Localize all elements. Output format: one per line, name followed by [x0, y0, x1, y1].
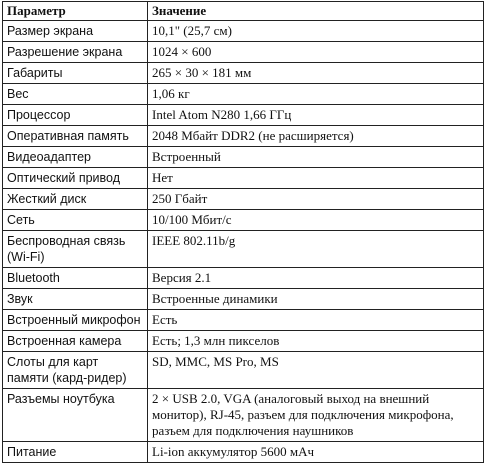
value-cell: 2 × USB 2.0, VGA (аналоговый выход на внешний монитор), RJ-45, разъем для подключения микрофона, разъем для подключения наушников [148, 389, 484, 442]
table-row [3, 289, 484, 310]
value-cell: Есть [148, 310, 484, 331]
table-row [3, 389, 484, 442]
value-cell: 265 × 30 × 181 мм [148, 63, 484, 84]
value-cell: 250 Гбайт [148, 189, 484, 210]
param-cell: Процессор [3, 105, 148, 126]
value-cell: 1,06 кг [148, 84, 484, 105]
table-row [3, 105, 484, 126]
param-cell: Сеть [3, 210, 148, 231]
param-cell: Размер экрана [3, 21, 148, 42]
value-cell: SD, MMC, MS Pro, MS [148, 352, 484, 389]
value-cell: 10,1" (25,7 см) [148, 21, 484, 42]
table-row [3, 352, 484, 389]
spec-table [2, 1, 484, 463]
value-cell: Есть; 1,3 млн пикселов [148, 331, 484, 352]
table-row [3, 63, 484, 84]
param-cell: Оптический привод [3, 168, 148, 189]
value-cell: Нет [148, 168, 484, 189]
param-cell: Жесткий диск [3, 189, 148, 210]
param-cell: Звук [3, 289, 148, 310]
param-cell: Разъемы ноутбука [3, 389, 148, 442]
value-cell: 2048 Мбайт DDR2 (не расширяется) [148, 126, 484, 147]
table-row [3, 331, 484, 352]
param-cell: Оперативная память [3, 126, 148, 147]
param-cell: Видеоадаптер [3, 147, 148, 168]
value-cell: 1024 × 600 [148, 42, 484, 63]
table-row [3, 84, 484, 105]
value-cell: 10/100 Мбит/с [148, 210, 484, 231]
table-row [3, 268, 484, 289]
param-cell: Габариты [3, 63, 148, 84]
value-cell: Li-ion аккумулятор 5600 мАч [148, 442, 484, 463]
value-cell: Версия 2.1 [148, 268, 484, 289]
param-cell: Встроенная камера [3, 331, 148, 352]
table-row [3, 442, 484, 463]
value-cell: Intel Atom N280 1,66 ГГц [148, 105, 484, 126]
table-row [3, 231, 484, 268]
table-row [3, 126, 484, 147]
param-cell: Разрешение экрана [3, 42, 148, 63]
table-header-row [3, 2, 484, 21]
table-row [3, 21, 484, 42]
table-row [3, 210, 484, 231]
table-row [3, 189, 484, 210]
value-cell: Встроенный [148, 147, 484, 168]
table-row [3, 310, 484, 331]
param-cell: Беспроводная связь (Wi-Fi) [3, 231, 148, 268]
value-cell: IEEE 802.11b/g [148, 231, 484, 268]
header-value: Значение [148, 2, 484, 21]
table-row [3, 42, 484, 63]
param-cell: Питание [3, 442, 148, 463]
param-cell: Вес [3, 84, 148, 105]
param-cell: Встроенный микрофон [3, 310, 148, 331]
table-row [3, 147, 484, 168]
header-param: Параметр [3, 2, 148, 21]
param-cell: Слоты для карт памяти (кард-ридер) [3, 352, 148, 389]
table-row [3, 168, 484, 189]
table-body [3, 21, 484, 463]
value-cell: Встроенные динамики [148, 289, 484, 310]
param-cell: Bluetooth [3, 268, 148, 289]
